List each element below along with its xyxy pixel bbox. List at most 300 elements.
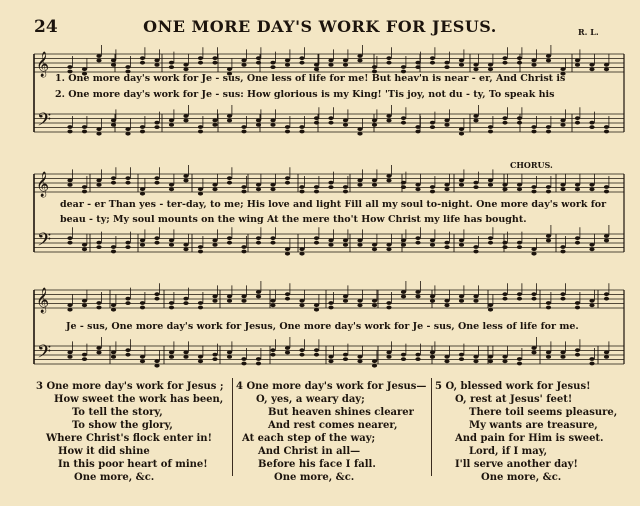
note-head: [401, 185, 406, 189]
note-head: [343, 243, 348, 247]
note-head: [154, 359, 159, 363]
note-head: [299, 190, 304, 194]
note-head: [82, 299, 87, 303]
note-head: [386, 179, 391, 183]
note-head: [444, 245, 449, 249]
note-head: [430, 56, 435, 60]
note-head: [198, 306, 203, 310]
note-head: [488, 308, 493, 312]
note-head: [343, 59, 348, 63]
note-head: [415, 187, 420, 191]
note-head: [198, 245, 203, 249]
note-head: [328, 239, 333, 243]
verse-line: There toil seems pleasure,: [469, 407, 618, 418]
note-head: [502, 116, 507, 120]
note-head: [604, 190, 609, 194]
note-head: [111, 63, 116, 67]
note-head: [372, 123, 377, 127]
note-head: [270, 119, 275, 123]
note-head: [531, 351, 536, 355]
note-head: [256, 241, 261, 245]
note-head: [546, 239, 551, 243]
note-head: [604, 125, 609, 129]
note-head: [125, 245, 130, 249]
note-head: [125, 176, 130, 180]
note-head: [372, 183, 377, 187]
note-head: [517, 297, 522, 301]
note-head: [415, 183, 420, 187]
note-head: [285, 125, 290, 129]
note-head: [589, 243, 594, 247]
note-head: [67, 308, 72, 312]
note-head: [444, 65, 449, 69]
note-head: [270, 299, 275, 303]
note-head: [328, 181, 333, 185]
note-head: [502, 359, 507, 363]
note-head: [198, 359, 203, 363]
verse-line: In this poor heart of mine!: [58, 459, 208, 470]
note-head: [111, 250, 116, 254]
lyric-line-3: Je - sus, One more day's work for Jesus, One more day's work for Je - sus, One less of life for me.: [66, 321, 579, 332]
note-head: [154, 181, 159, 185]
note-head: [531, 247, 536, 251]
note-head: [386, 56, 391, 60]
clef-symbol: 𝄞: [36, 172, 50, 197]
note-head: [502, 297, 507, 301]
note-head: [531, 252, 536, 256]
verse-divider: [431, 378, 432, 476]
note-head: [256, 119, 261, 123]
note-head: [270, 303, 275, 307]
note-head: [314, 190, 319, 194]
note-head: [372, 299, 377, 303]
note-head: [67, 241, 72, 245]
note-head: [560, 292, 565, 296]
note-head: [198, 61, 203, 65]
note-head: [169, 119, 174, 123]
note-head: [401, 353, 406, 357]
note-head: [125, 241, 130, 245]
note-head: [488, 359, 493, 363]
note-head: [357, 54, 362, 58]
note-head: [604, 297, 609, 301]
note-head: [546, 351, 551, 355]
note-head: [401, 290, 406, 294]
note-head: [82, 303, 87, 307]
verse-line: Where Christ's flock enter in!: [46, 433, 212, 444]
verse-line: 3 One more day's work for Jesus ;: [36, 381, 224, 392]
note-head: [299, 348, 304, 352]
note-head: [285, 346, 290, 350]
note-head: [372, 364, 377, 368]
note-head: [140, 192, 145, 196]
note-head: [386, 243, 391, 247]
note-head: [357, 183, 362, 187]
note-head: [473, 299, 478, 303]
note-head: [270, 123, 275, 127]
note-head: [169, 351, 174, 355]
note-head: [343, 119, 348, 123]
note-head: [314, 241, 319, 245]
note-head: [299, 56, 304, 60]
note-head: [169, 301, 174, 305]
note-head: [589, 357, 594, 361]
note-head: [314, 353, 319, 357]
clef-symbol: 𝄢: [37, 342, 52, 367]
note-head: [314, 308, 319, 312]
note-head: [125, 127, 130, 131]
verse-line: Before his face I fall.: [258, 459, 376, 470]
note-head: [531, 185, 536, 189]
verse-line: 4 One more day's work for Jesus—: [236, 381, 427, 392]
note-head: [82, 190, 87, 194]
note-head: [169, 65, 174, 69]
note-head: [415, 357, 420, 361]
note-head: [575, 241, 580, 245]
note-head: [183, 119, 188, 123]
verse-line: Lord, if I may,: [469, 446, 548, 457]
note-head: [473, 119, 478, 123]
note-head: [459, 179, 464, 183]
note-head: [183, 114, 188, 118]
note-head: [183, 243, 188, 247]
note-head: [546, 355, 551, 359]
note-head: [386, 247, 391, 251]
note-head: [125, 65, 130, 69]
note-head: [212, 61, 217, 65]
note-head: [488, 236, 493, 240]
note-head: [198, 130, 203, 134]
note-head: [589, 183, 594, 187]
note-head: [589, 121, 594, 125]
note-head: [589, 303, 594, 307]
note-head: [314, 63, 319, 67]
note-head: [488, 241, 493, 245]
note-head: [415, 353, 420, 357]
note-head: [502, 56, 507, 60]
note-head: [488, 63, 493, 67]
verse-line: O, yes, a weary day;: [256, 394, 365, 405]
note-head: [517, 357, 522, 361]
note-head: [444, 359, 449, 363]
note-head: [140, 130, 145, 134]
note-head: [444, 123, 449, 127]
note-head: [328, 185, 333, 189]
note-head: [111, 245, 116, 249]
note-head: [183, 67, 188, 71]
note-head: [314, 236, 319, 240]
note-head: [343, 190, 348, 194]
note-head: [546, 54, 551, 58]
note-head: [415, 241, 420, 245]
note-head: [285, 292, 290, 296]
note-head: [299, 125, 304, 129]
lyric-line-1-verse-1: 1. One more day's work for Je - sus, One less of life for me! But heav'n is near - er, And Christ is: [55, 73, 566, 84]
note-head: [502, 245, 507, 249]
note-head: [314, 303, 319, 307]
note-head: [96, 351, 101, 355]
note-head: [560, 119, 565, 123]
verse-line: And Christ in all—: [258, 446, 361, 457]
note-head: [343, 239, 348, 243]
note-head: [589, 247, 594, 251]
note-head: [82, 67, 87, 71]
note-head: [96, 127, 101, 131]
note-head: [227, 176, 232, 180]
note-head: [401, 116, 406, 120]
note-head: [198, 187, 203, 191]
note-head: [111, 303, 116, 307]
note-head: [401, 121, 406, 125]
lyric-line-2-verse-1: dear - er Than yes - ter-day, to me; His love and light Fill all my soul to-night. One more day's work for: [60, 199, 607, 210]
note-head: [357, 179, 362, 183]
note-head: [517, 187, 522, 191]
note-head: [473, 295, 478, 299]
note-head: [372, 303, 377, 307]
note-head: [488, 125, 493, 129]
note-head: [227, 241, 232, 245]
note-head: [169, 243, 174, 247]
note-head: [430, 239, 435, 243]
note-head: [67, 125, 72, 129]
verse-line: How sweet the work has been,: [54, 394, 224, 405]
note-head: [82, 125, 87, 129]
note-head: [198, 125, 203, 129]
note-head: [546, 306, 551, 310]
note-head: [285, 247, 290, 251]
note-head: [285, 181, 290, 185]
note-head: [357, 355, 362, 359]
note-head: [546, 234, 551, 238]
note-head: [125, 348, 130, 352]
note-head: [604, 185, 609, 189]
clef-symbol: 𝄢: [37, 230, 52, 255]
note-head: [473, 185, 478, 189]
note-head: [372, 243, 377, 247]
note-head: [270, 187, 275, 191]
note-head: [82, 247, 87, 251]
note-head: [560, 183, 565, 187]
note-head: [415, 236, 420, 240]
note-head: [386, 351, 391, 355]
note-head: [517, 121, 522, 125]
note-head: [531, 125, 536, 129]
note-head: [328, 355, 333, 359]
note-head: [444, 119, 449, 123]
note-head: [183, 179, 188, 183]
note-head: [241, 299, 246, 303]
note-head: [285, 351, 290, 355]
note-head: [575, 306, 580, 310]
note-head: [212, 187, 217, 191]
note-head: [314, 121, 319, 125]
note-head: [314, 348, 319, 352]
note-head: [241, 250, 246, 254]
note-head: [241, 190, 246, 194]
note-head: [372, 179, 377, 183]
note-head: [328, 359, 333, 363]
note-head: [473, 355, 478, 359]
note-head: [430, 299, 435, 303]
note-head: [154, 236, 159, 240]
note-head: [140, 125, 145, 129]
note-head: [299, 353, 304, 357]
note-head: [430, 295, 435, 299]
note-head: [328, 301, 333, 305]
note-head: [270, 65, 275, 69]
note-head: [111, 176, 116, 180]
note-head: [531, 190, 536, 194]
note-head: [502, 241, 507, 245]
chorus-label: CHORUS.: [510, 160, 553, 170]
note-head: [67, 65, 72, 69]
clef-symbol: 𝄢: [37, 110, 52, 135]
note-head: [96, 346, 101, 350]
note-head: [227, 114, 232, 118]
note-head: [401, 357, 406, 361]
note-head: [430, 351, 435, 355]
note-head: [560, 351, 565, 355]
note-head: [241, 59, 246, 63]
note-head: [604, 234, 609, 238]
verse-line: One more, &c.: [74, 472, 155, 483]
note-head: [415, 290, 420, 294]
note-head: [140, 355, 145, 359]
note-head: [212, 357, 217, 361]
note-head: [299, 61, 304, 65]
note-head: [96, 301, 101, 305]
note-head: [140, 359, 145, 363]
note-head: [125, 297, 130, 301]
note-head: [589, 299, 594, 303]
note-head: [546, 130, 551, 134]
note-head: [183, 174, 188, 178]
note-head: [372, 359, 377, 363]
note-head: [183, 297, 188, 301]
note-head: [517, 245, 522, 249]
note-head: [575, 236, 580, 240]
note-head: [444, 299, 449, 303]
note-head: [604, 351, 609, 355]
note-head: [328, 121, 333, 125]
verse-3: [36, 380, 224, 484]
note-head: [82, 353, 87, 357]
page-number: 24: [34, 17, 58, 37]
note-head: [241, 125, 246, 129]
note-head: [227, 67, 232, 71]
note-head: [111, 308, 116, 312]
note-head: [154, 364, 159, 368]
note-head: [154, 176, 159, 180]
note-head: [96, 306, 101, 310]
note-head: [459, 127, 464, 131]
note-head: [488, 179, 493, 183]
note-head: [212, 239, 217, 243]
note-head: [473, 359, 478, 363]
note-head: [575, 63, 580, 67]
note-head: [183, 351, 188, 355]
note-head: [256, 362, 261, 366]
note-head: [589, 67, 594, 71]
note-head: [488, 355, 493, 359]
note-head: [357, 239, 362, 243]
note-head: [517, 183, 522, 187]
note-head: [67, 183, 72, 187]
note-head: [560, 297, 565, 301]
note-head: [401, 181, 406, 185]
note-head: [299, 252, 304, 256]
note-head: [415, 65, 420, 69]
note-head: [589, 125, 594, 129]
note-head: [357, 127, 362, 131]
note-head: [473, 67, 478, 71]
note-head: [299, 130, 304, 134]
note-head: [401, 65, 406, 69]
note-head: [140, 301, 145, 305]
note-head: [473, 63, 478, 67]
note-head: [430, 190, 435, 194]
note-head: [154, 59, 159, 63]
note-head: [560, 67, 565, 71]
verse-line: O, rest at Jesus' feet!: [455, 394, 573, 405]
note-head: [430, 61, 435, 65]
note-head: [357, 359, 362, 363]
note-head: [96, 132, 101, 136]
note-head: [256, 123, 261, 127]
note-head: [285, 176, 290, 180]
note-head: [183, 301, 188, 305]
note-head: [270, 241, 275, 245]
note-head: [531, 292, 536, 296]
note-head: [140, 187, 145, 191]
note-head: [227, 181, 232, 185]
note-head: [401, 243, 406, 247]
note-head: [415, 125, 420, 129]
note-head: [212, 56, 217, 60]
note-head: [560, 355, 565, 359]
note-head: [285, 252, 290, 256]
note-head: [154, 292, 159, 296]
note-head: [517, 56, 522, 60]
note-head: [125, 301, 130, 305]
note-head: [82, 130, 87, 134]
note-head: [604, 292, 609, 296]
note-head: [328, 63, 333, 67]
note-head: [328, 59, 333, 63]
note-head: [517, 61, 522, 65]
note-head: [140, 306, 145, 310]
note-head: [589, 362, 594, 366]
note-head: [444, 187, 449, 191]
note-head: [96, 241, 101, 245]
note-head: [575, 116, 580, 120]
clef-symbol: 𝄞: [36, 52, 50, 77]
note-head: [96, 245, 101, 249]
note-head: [212, 119, 217, 123]
note-head: [604, 239, 609, 243]
note-head: [241, 130, 246, 134]
note-head: [604, 355, 609, 359]
note-head: [270, 353, 275, 357]
note-head: [517, 292, 522, 296]
note-head: [227, 355, 232, 359]
note-head: [546, 190, 551, 194]
note-head: [517, 241, 522, 245]
note-head: [575, 348, 580, 352]
note-head: [459, 353, 464, 357]
note-head: [473, 181, 478, 185]
note-head: [459, 63, 464, 67]
